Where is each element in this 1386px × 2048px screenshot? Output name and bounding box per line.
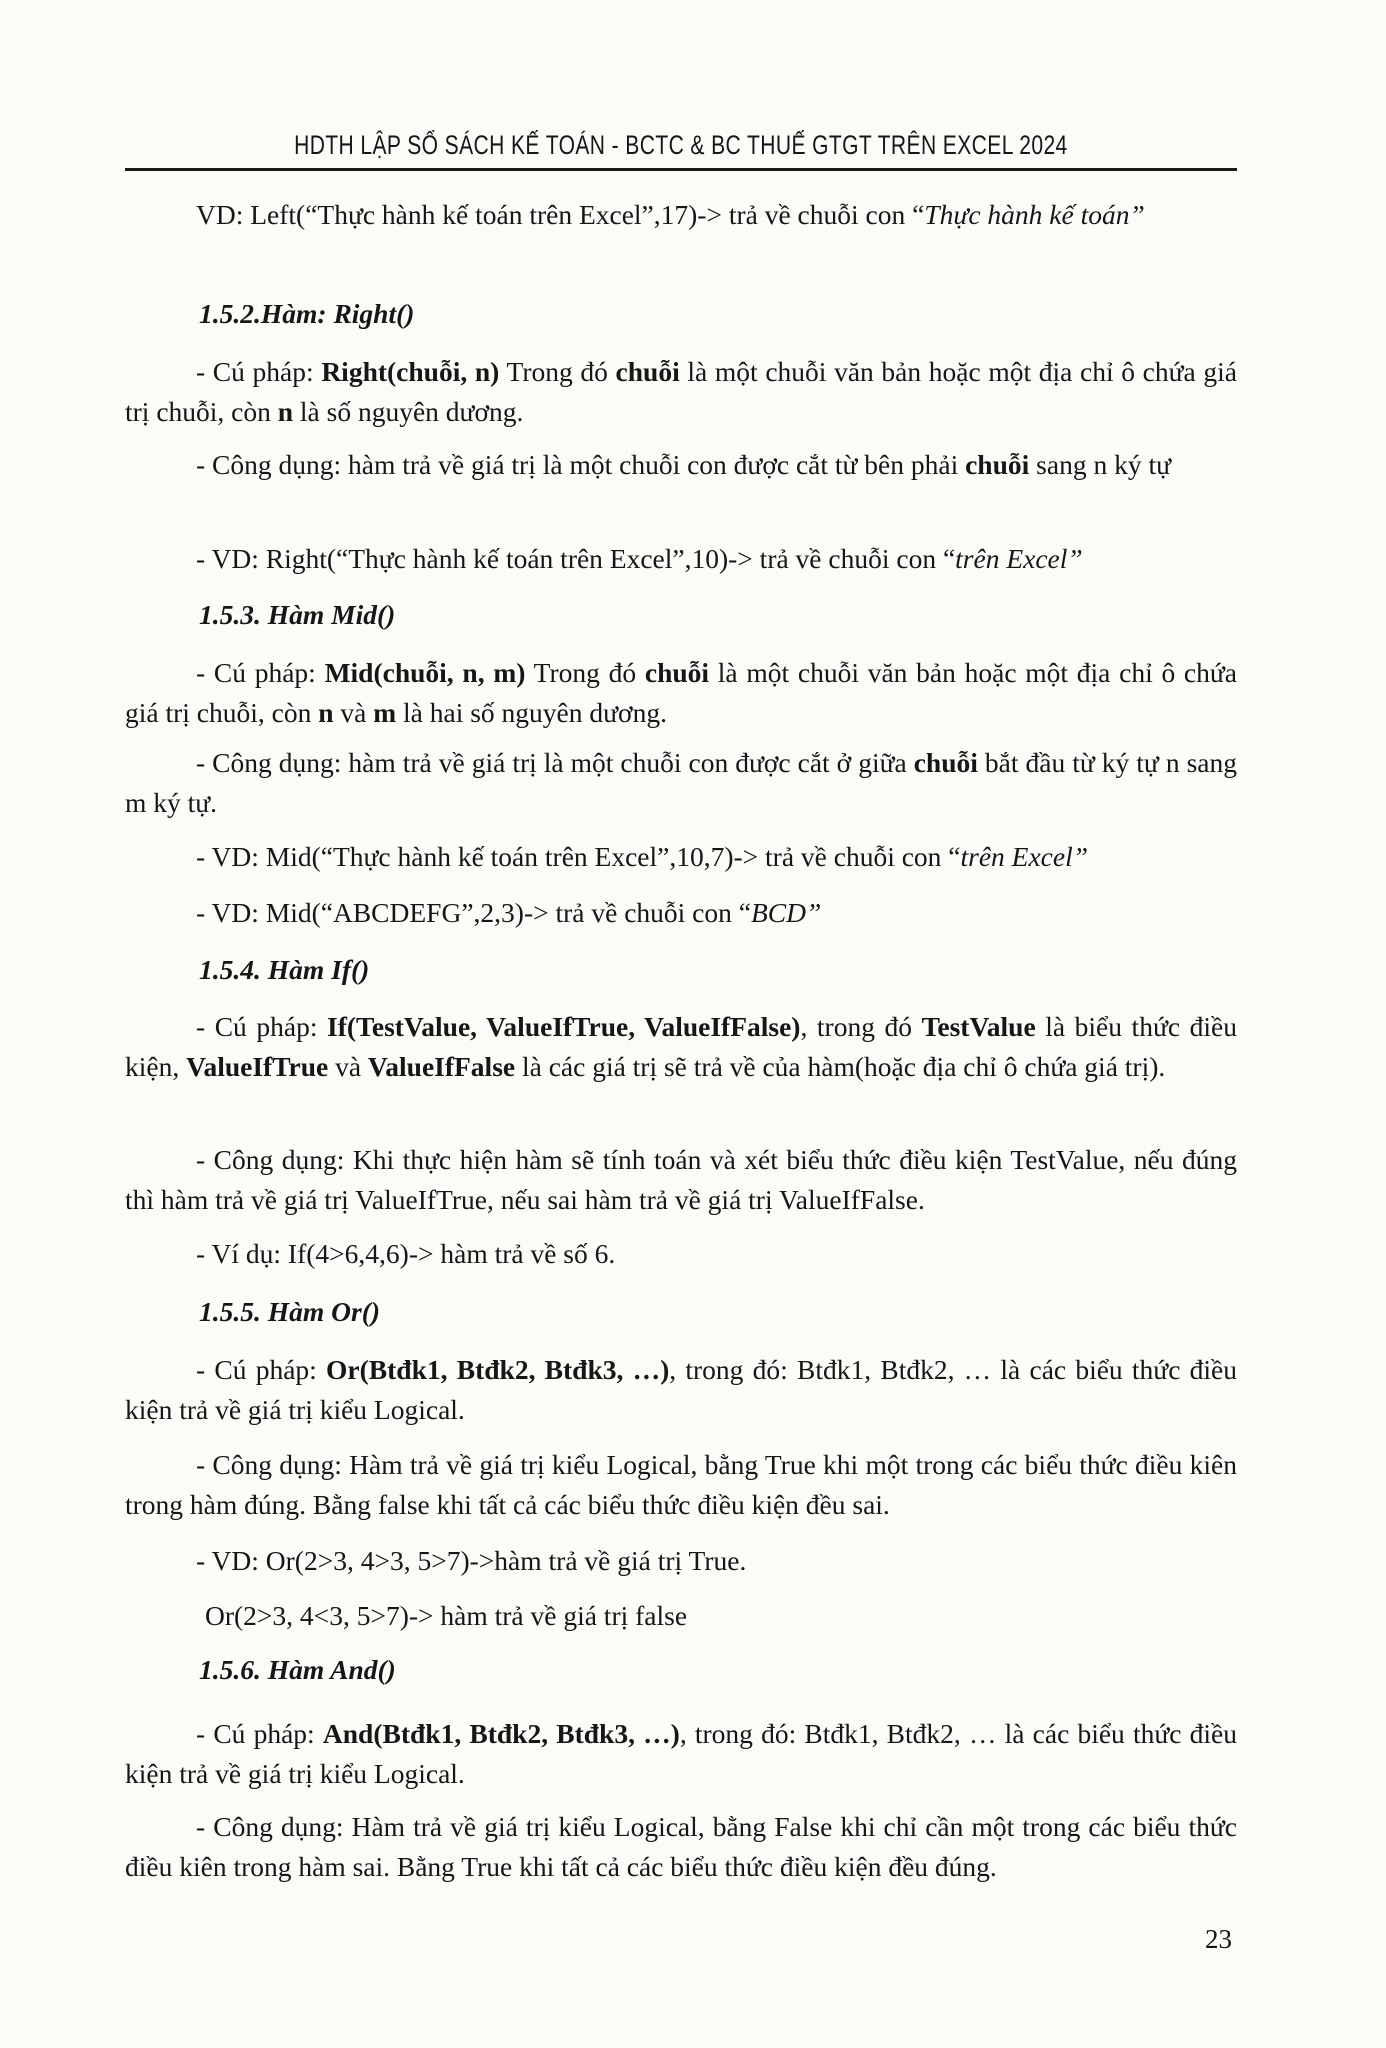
text-run: Trong đó xyxy=(525,657,645,688)
bold-text: chuỗi xyxy=(644,657,710,688)
text-run: 1.5.3. Hàm Mid() xyxy=(199,599,396,630)
text-run: - VD: Or(2>3, 4>3, 5>7)->hàm trả về giá trị True. xyxy=(196,1545,747,1576)
text-run: - Cú pháp: xyxy=(196,1718,323,1749)
bold-text: ValueIfFalse xyxy=(367,1051,516,1082)
text-run: và xyxy=(333,697,374,728)
text-run: - Ví dụ: If(4>6,4,6)-> hàm trả về số 6. xyxy=(196,1238,616,1269)
bold-text: n xyxy=(277,396,294,427)
italic-text: trên Excel” xyxy=(955,543,1083,574)
paragraph xyxy=(125,1007,1237,1087)
paragraph xyxy=(125,1714,1237,1794)
bold-text: m xyxy=(373,697,397,728)
paragraph xyxy=(125,893,1237,933)
bold-text: chuỗi xyxy=(965,449,1030,480)
text-run: Or(2>3, 4<3, 5>7)-> hàm trả về giá trị false xyxy=(205,1600,688,1631)
text-run: là các giá trị sẽ trả về của hàm(hoặc địa chỉ ô chứa giá trị). xyxy=(515,1051,1166,1082)
italic-text: trên Excel” xyxy=(960,841,1089,872)
text-run: 1.5.5. Hàm Or() xyxy=(199,1296,381,1327)
text-run: 1.5.4. Hàm If() xyxy=(199,954,370,985)
text-run: , trong đó: Btđk1, Btđk2, … là các biểu thức điều kiện trả về giá trị kiểu Logical. xyxy=(125,1354,1237,1425)
paragraph xyxy=(125,195,1237,235)
running-header-title: HDTH LẬP SỔ SÁCH KẾ TOÁN - BCTC & BC THUẾ GTGT TRÊN EXCEL 2024 xyxy=(294,130,1068,160)
paragraph xyxy=(125,837,1237,877)
text-run: - VD: Mid(“Thực hành kế toán trên Excel”,10,7)-> trả về chuỗi con “ xyxy=(196,841,961,872)
text-run: Trong đó xyxy=(499,356,616,387)
text-run: - VD: Right(“Thực hành kế toán trên Excel”,10)-> trả về chuỗi con “ xyxy=(196,543,956,574)
paragraph xyxy=(125,1596,1237,1636)
paragraph xyxy=(125,352,1237,432)
paragraph xyxy=(125,1350,1237,1430)
text-run: - Công dụng: hàm trả về giá trị là một chuỗi con được cắt từ bên phải xyxy=(196,449,966,480)
header-rule xyxy=(125,168,1237,171)
text-run: VD: Left(“Thực hành kế toán trên Excel”,17)-> trả về chuỗi con “ xyxy=(196,199,925,230)
bold-text: TestValue xyxy=(921,1011,1036,1042)
paragraph xyxy=(125,1234,1237,1274)
bold-text: Mid(chuỗi, n, m) xyxy=(324,657,526,688)
text-run: - Cú pháp: xyxy=(196,1011,328,1042)
text-run: - Cú pháp: xyxy=(196,356,322,387)
text-run: - Công dụng: Khi thực hiện hàm sẽ tính toán và xét biểu thức điều kiện TestValue, nếu đúng thì hàm trả về giá trị ValueIfTrue, nếu sai hàm trả về giá trị ValueIfFalse. xyxy=(125,1144,1237,1215)
paragraph xyxy=(125,653,1237,733)
bold-text: And(Btđk1, Btđk2, Btđk3, …) xyxy=(322,1718,680,1749)
bold-text: chuỗi xyxy=(913,747,978,778)
section-heading xyxy=(125,950,1237,990)
text-run: sang n ký tự xyxy=(1029,449,1171,480)
text-run: và xyxy=(328,1051,368,1082)
paragraph xyxy=(125,743,1237,823)
text-run: là một chuỗi văn bản hoặc một địa chỉ ô chứa giá trị chuỗi, còn xyxy=(125,356,1237,427)
paragraph xyxy=(125,1140,1237,1220)
paragraph xyxy=(125,1807,1237,1887)
page-number: 23 xyxy=(1205,1924,1232,1954)
running-header xyxy=(125,130,1237,170)
section-heading xyxy=(125,294,1237,334)
bold-text: ValueIfTrue xyxy=(186,1051,329,1082)
text-run: - VD: Mid(“ABCDEFG”,2,3)-> trả về chuỗi con “ xyxy=(196,897,751,928)
section-heading xyxy=(125,1292,1237,1332)
section-heading xyxy=(125,1650,1237,1690)
italic-text: BCD” xyxy=(750,897,822,928)
text-run: là biểu thức điều kiện, xyxy=(125,1011,1237,1082)
text-run: - Công dụng: Hàm trả về giá trị kiểu Logical, bằng True khi một trong các biểu thức điều kiên trong hàm đúng. Bằng false khi tất cả các biểu thức điều kiện đều sai. xyxy=(125,1449,1237,1520)
text-run: - Cú pháp: xyxy=(196,657,325,688)
text-run: - Cú pháp: xyxy=(196,1354,327,1385)
paragraph xyxy=(125,539,1237,579)
bold-text: chuỗi xyxy=(615,356,680,387)
text-run: , trong đó xyxy=(800,1011,922,1042)
text-run: 1.5.2.Hàm: Right() xyxy=(199,298,415,329)
section-heading xyxy=(125,595,1237,635)
text-run: - Công dụng: Hàm trả về giá trị kiểu Logical, bằng False khi chỉ cần một trong các biểu thức điều kiên trong hàm sai. Bằng True khi tất cả các biểu thức điều kiện đều đúng. xyxy=(125,1811,1237,1882)
paragraph xyxy=(125,445,1237,485)
bold-text: Right(chuỗi, n) xyxy=(321,356,500,387)
bold-text: n xyxy=(318,697,334,728)
paragraph xyxy=(125,1445,1237,1525)
italic-text: Thực hành kế toán” xyxy=(924,199,1145,230)
bold-text: Or(Btđk1, Btđk2, Btđk3, …) xyxy=(326,1354,670,1385)
text-run: là một chuỗi văn bản hoặc một địa chỉ ô chứa giá trị chuỗi, còn xyxy=(125,657,1237,728)
bold-text: If(TestValue, ValueIfTrue, ValueIfFalse) xyxy=(327,1011,801,1042)
text-run: - Công dụng: hàm trả về giá trị là một chuỗi con được cắt ở giữa xyxy=(196,747,914,778)
text-run: 1.5.6. Hàm And() xyxy=(199,1654,396,1685)
text-run: , trong đó: Btđk1, Btđk2, … là các biểu thức điều kiện trả về giá trị kiểu Logical. xyxy=(125,1718,1237,1789)
text-run: là hai số nguyên dương. xyxy=(396,697,667,728)
text-run: bắt đầu từ ký tự n sang m ký tự. xyxy=(125,747,1237,818)
paragraph xyxy=(125,1541,1237,1581)
text-run: là số nguyên dương. xyxy=(293,396,524,427)
